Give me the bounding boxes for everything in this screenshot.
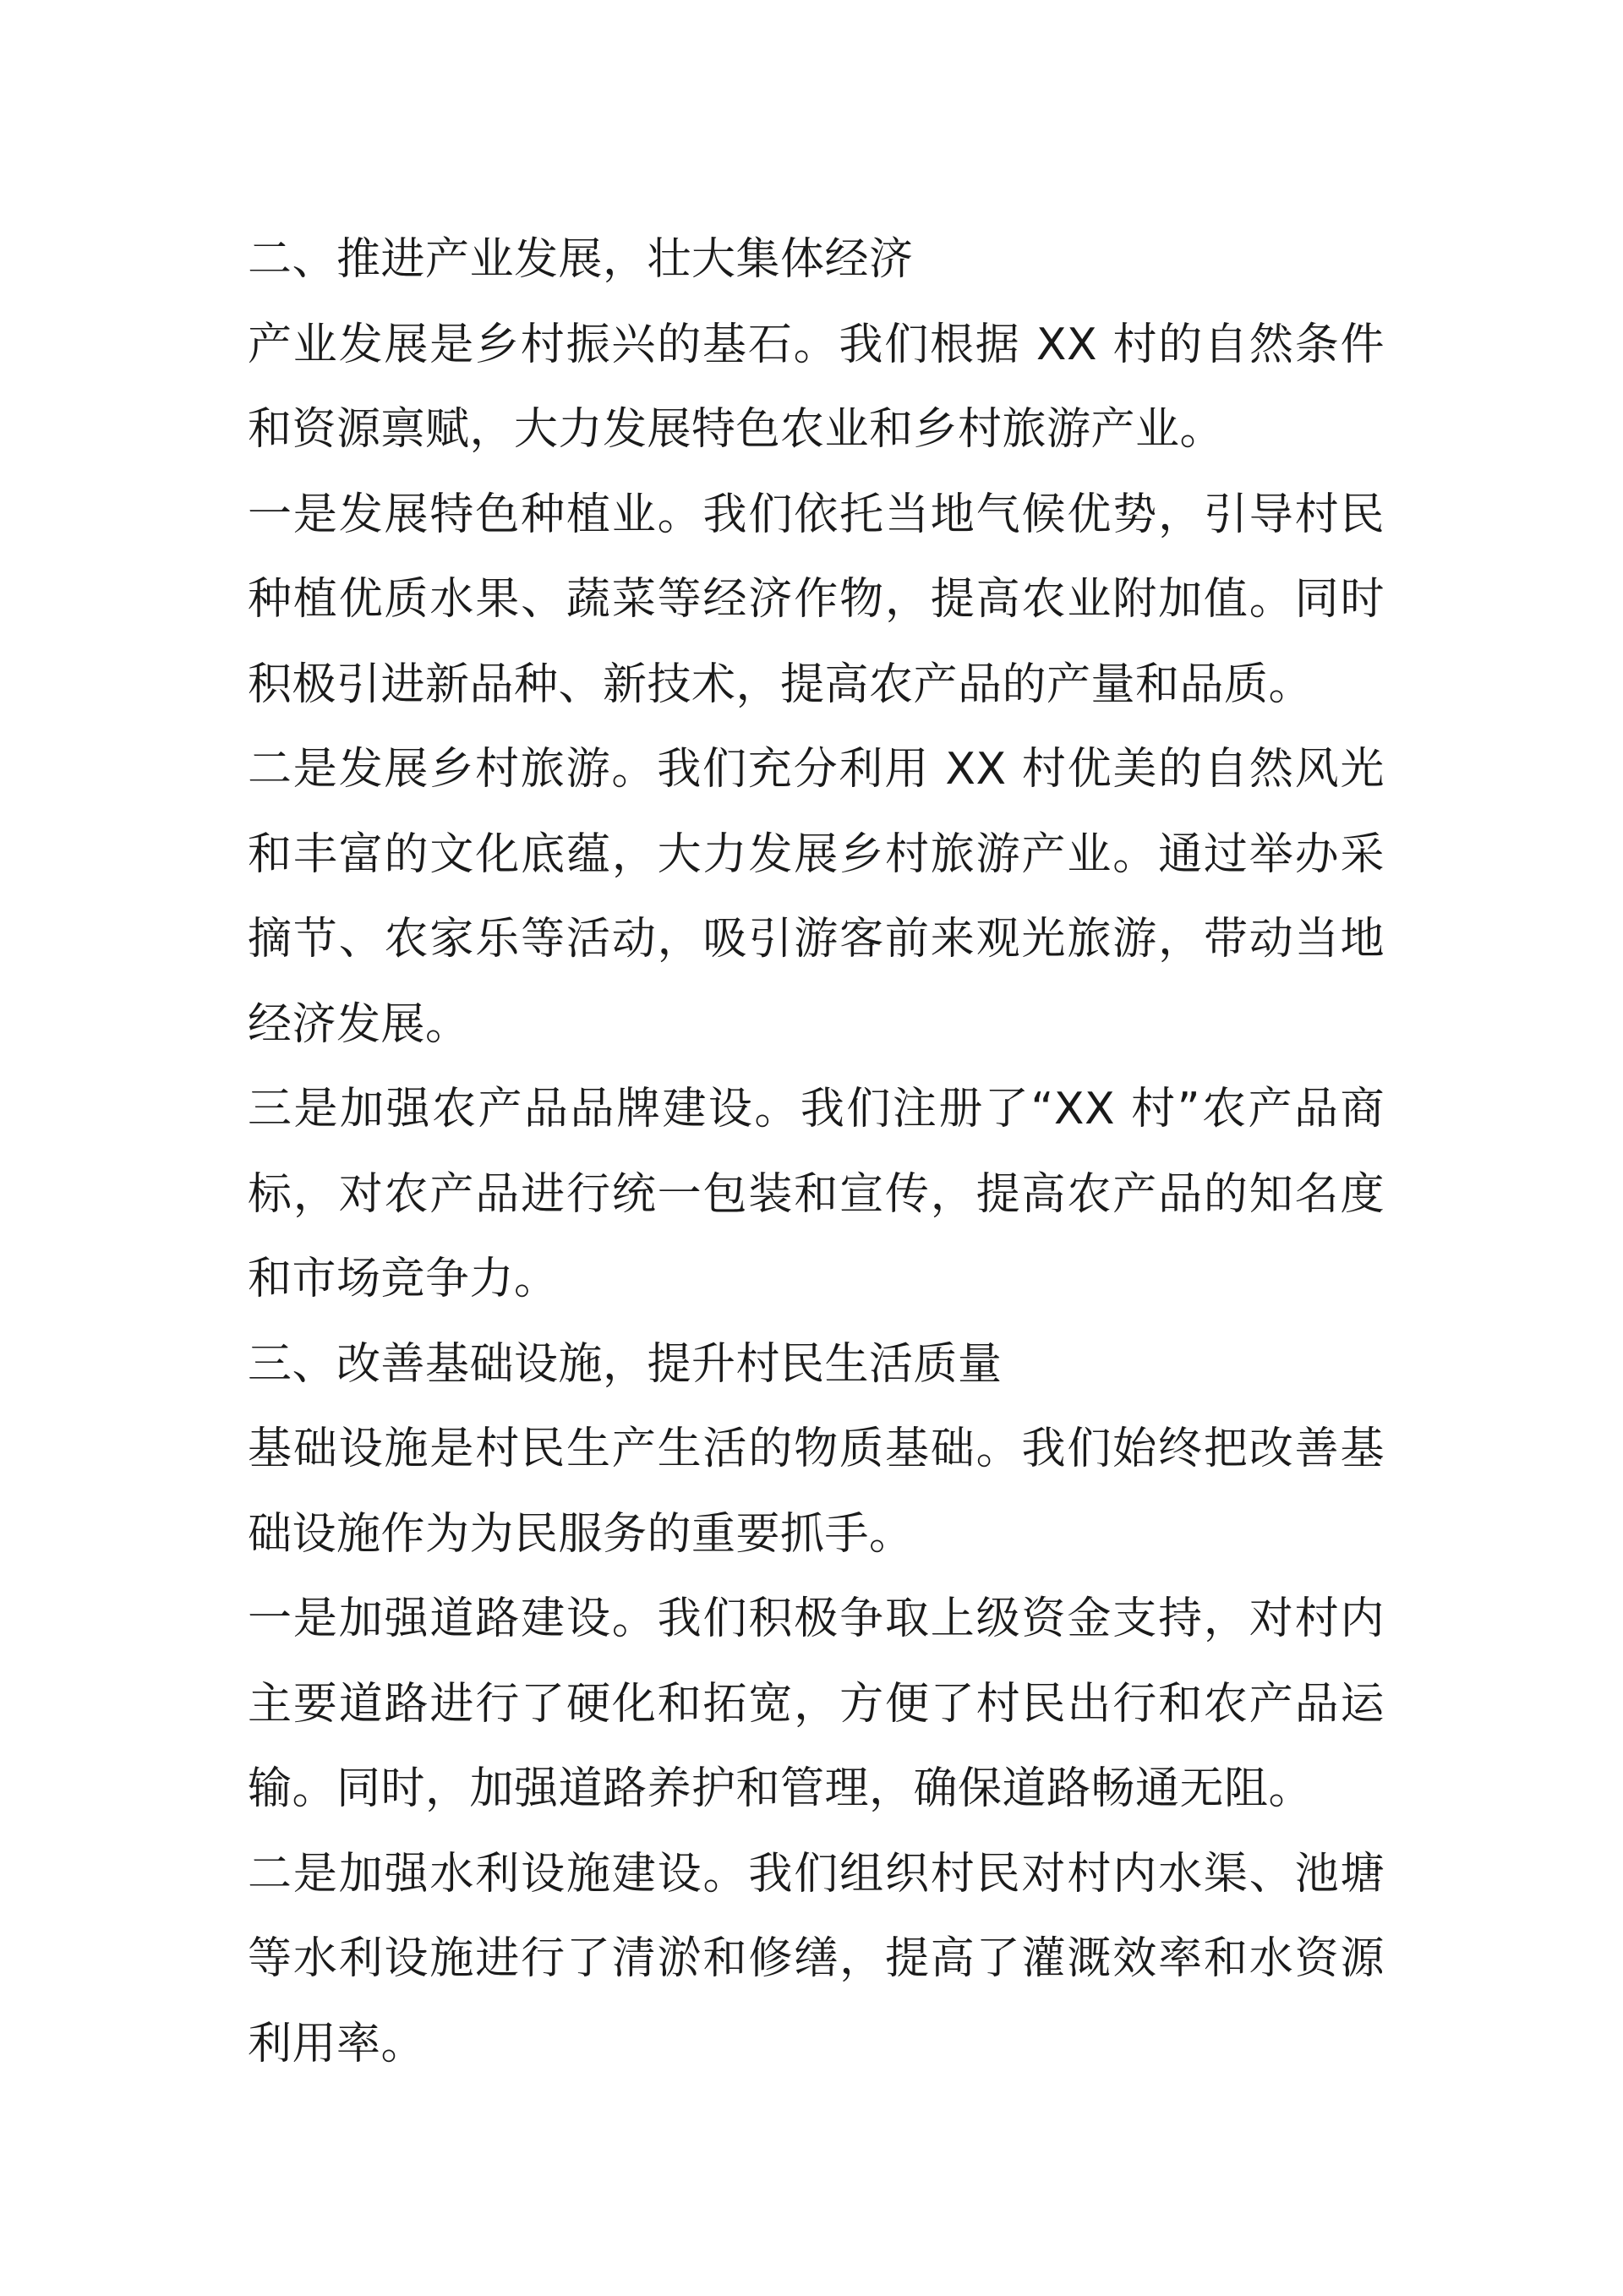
section-heading-infrastructure: 三、改善基础设施，提升村民生活质量 — [248, 1338, 1003, 1390]
paragraph-roads: 一是加强道路建设。我们积极争取上级资金支持，对村内主要道路进行了硬化和拓宽，方便了村民出行和农产品运输。同时，加强道路养护和管理，确保道路畅通无阻。 — [248, 1594, 1385, 1814]
paragraph-brand: 三是加强农产品品牌建设。我们注册了“XX 村”农产品商标，对农产品进行统一包装和宣传，提高农产品的知名度和市场竞争力。 — [248, 1084, 1385, 1304]
paragraph-industry-intro: 产业发展是乡村振兴的基石。我们根据 XX 村的自然条件和资源禀赋，大力发展特色农业和乡村旅游产业。 — [248, 319, 1385, 455]
paragraph-planting: 一是发展特色种植业。我们依托当地气候优势，引导村民种植优质水果、蔬菜等经济作物，提高农业附加值。同时积极引进新品种、新技术，提高农产品的产量和品质。 — [248, 489, 1385, 710]
paragraph-tourism: 二是发展乡村旅游。我们充分利用 XX 村优美的自然风光和丰富的文化底蕴，大力发展乡村旅游产业。通过举办采摘节、农家乐等活动，吸引游客前来观光旅游，带动当地经济发展。 — [248, 744, 1385, 1050]
paragraph-water: 二是加强水利设施建设。我们组织村民对村内水渠、池塘等水利设施进行了清淤和修缮，提高了灌溉效率和水资源利用率。 — [248, 1848, 1385, 2069]
section-heading-industry: 二、推进产业发展，壮大集体经济 — [248, 234, 914, 285]
document-body — [248, 217, 1385, 2086]
paragraph-infrastructure-intro: 基础设施是村民生产生活的物质基础。我们始终把改善基础设施作为为民服务的重要抓手。 — [248, 1424, 1385, 1560]
